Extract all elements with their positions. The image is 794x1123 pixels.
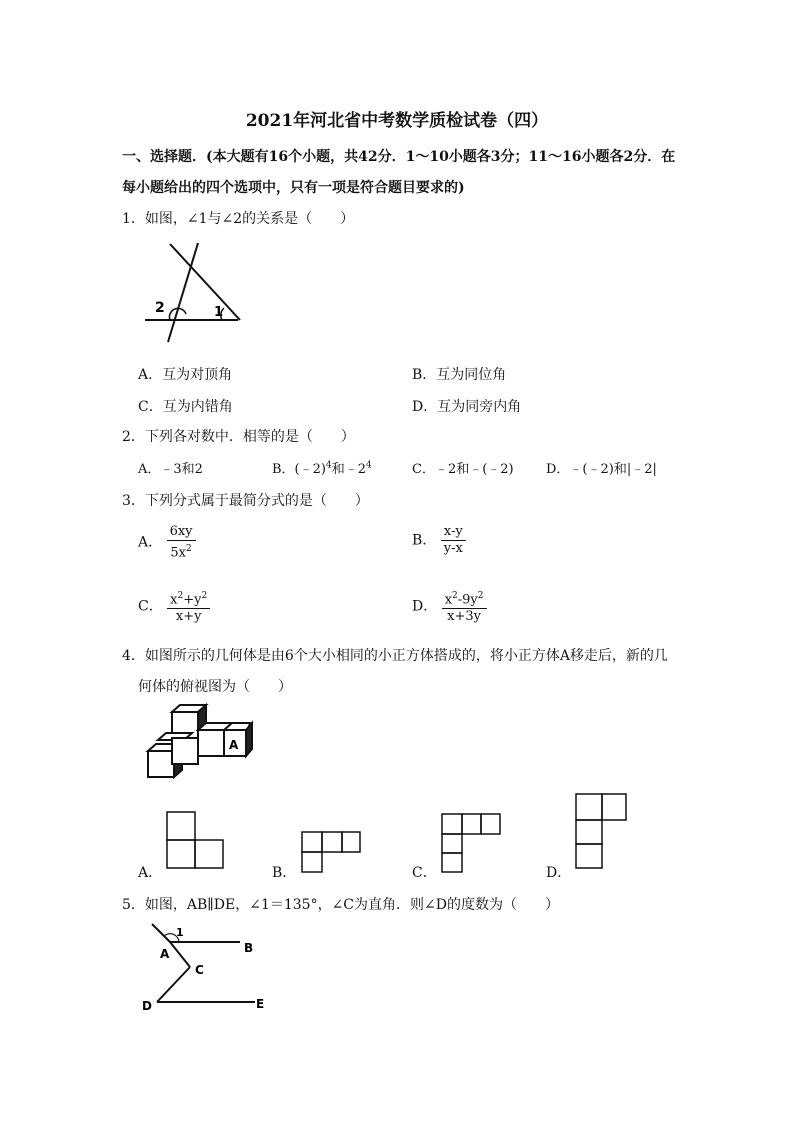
section-heading-line2: 每小题给出的四个选项中，只有一项是符合题目要求的): [122, 180, 465, 196]
q2-option-a: A．﹣3和2: [138, 462, 203, 477]
q4-view-c: [440, 812, 502, 874]
q4-option-b: B．: [272, 865, 297, 881]
q4-view-a: [165, 810, 225, 870]
q1-option-a: A．互为对顶角: [138, 367, 233, 383]
q5-label-d: D: [142, 999, 152, 1013]
q5-label-angle1: 1: [176, 926, 184, 939]
q1-stem: 1．如图，∠1与∠2的关系是（ ）: [122, 211, 355, 227]
q3-option-c: C． $\frac{x^2+y^2}{x+y}$: [138, 588, 210, 625]
q4-view-b: [300, 830, 362, 874]
q2-option-b: B．(﹣2)$^4$和$﹣2^4$: [272, 460, 372, 477]
q1-label-1: 1: [214, 305, 224, 320]
q4-stem-line1: 4．如图所示的几何体是由6个大小相同的小正方体搭成的，将小正方体A移走后，新的几: [122, 648, 668, 664]
q4-option-a: A．: [138, 865, 163, 881]
q5-figure: [140, 922, 270, 1014]
q4-cube-figure: [140, 702, 255, 782]
q3-option-b: B． $\frac{x-y}{y-x}$: [412, 524, 466, 557]
q4-option-d: D．: [546, 865, 572, 881]
q4-view-d: [574, 792, 630, 872]
q1-label-2: 2: [155, 300, 165, 316]
q5-stem: 5．如图，AB∥DE，∠1＝135°，∠C为直角．则∠D的度数为（ ）: [122, 897, 559, 913]
q4-stem-line2: 何体的俯视图为（ ）: [138, 679, 292, 695]
q4-cube-label-a: A: [229, 738, 239, 752]
q5-label-b: B: [244, 941, 254, 955]
q4-option-c: C．: [412, 865, 437, 881]
page-title: 2021年河北省中考数学质检试卷（四）: [245, 111, 549, 131]
q5-label-e: E: [256, 997, 265, 1011]
q1-option-d: D．互为同旁内角: [412, 399, 522, 415]
q3-stem: 3．下列分式属于最简分式的是（ ）: [122, 493, 369, 509]
q1-option-b: B．互为同位角: [412, 367, 507, 383]
q3-option-a: A． $\frac{6xy}{5x^2}$: [138, 524, 196, 561]
q5-label-c: C: [195, 963, 204, 977]
q2-option-c: C．﹣2和﹣(﹣2): [412, 462, 514, 477]
q2-stem: 2．下列各对数中．相等的是（ ）: [122, 429, 355, 445]
q1-figure: [140, 240, 250, 345]
q2-option-d: D．﹣(﹣2)和|﹣2|: [546, 462, 657, 477]
q5-label-a: A: [160, 947, 170, 961]
q3-option-d: D． $\frac{x^2-9y^2}{x+3y}$: [412, 588, 487, 625]
section-heading-line1: 一、选择题．(本大题有16个小题，共42分．1～10小题各3分；11～16小题各2分．在: [122, 149, 676, 165]
q1-option-c: C．互为内错角: [138, 399, 233, 415]
